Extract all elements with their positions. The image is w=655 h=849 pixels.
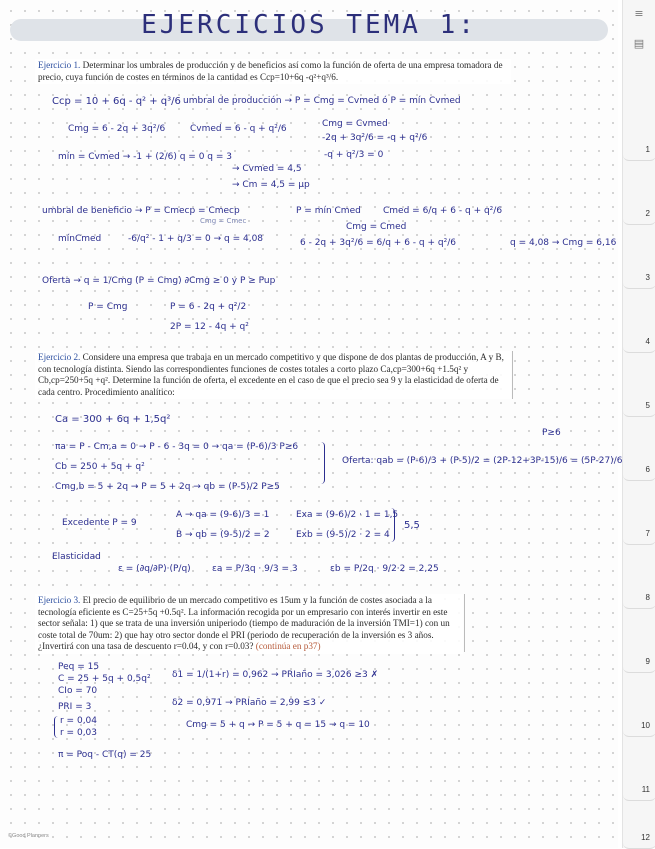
section-tabs [622, 0, 655, 848]
tab-10[interactable]: 10 [623, 672, 655, 737]
exercise-2-text: Considere una empresa que trabaja en un mercado competitivo y que dispone de dos plantas de producción, A y B, con tecnología distinta. Siendo las correspondientes funciones de costes totales a corto plazo Ca,cp=300+6q +1.5q² y Cb,cp=250+5q +q². Determine la función de oferta, el excedente en el caso de que el precio sea 9 y la elasticidad de oferta de cada centro. Procedimiento analítico: [38, 352, 504, 397]
hw-cost-3: C = 25 + 5q + 0,5q² [58, 674, 151, 684]
hw-profit: π = Poq - CT(q) = 25 [58, 750, 152, 760]
hw-elasticity-a: εa = P/3q · 9/3 = 3 [212, 564, 298, 574]
hw-delta-1: δ1 = 1/(1+r) = 0,962 → PRIaño = 3,026 ≥3 ✗ [172, 670, 379, 680]
tab-4[interactable]: 4 [623, 288, 655, 353]
tab-1[interactable]: 1 [623, 96, 655, 161]
hw-production-threshold: umbral de producción → P = Cmg = Cvmed ó P = mín Cvmed [183, 96, 461, 106]
hw-result-q: q = 4,08 → Cmg = 6,16 [510, 238, 617, 248]
hw-brace-rates [54, 716, 59, 738]
hw-p-ge-6: P≥6 [542, 428, 561, 438]
hw-cmg-3: Cmg = 5 + q → P = 5 + q = 15 → q = 10 [186, 720, 370, 730]
exercise-2-rule [512, 351, 513, 399]
exercise-3-note: (continúa en p37) [253, 641, 321, 651]
hw-qb: B → qb = (9-5)/2 = 2 [176, 530, 270, 540]
hw-qa: A → qa = (9-6)/3 = 1 [176, 510, 270, 520]
hw-p-eq-cmg: P = Cmg [88, 302, 128, 312]
hw-ca: Ca = 300 + 6q + 1,5q² [55, 414, 171, 425]
hw-elasticity-formula: ε = (∂q/∂P)·(P/q) [118, 564, 191, 574]
exercise-1-label: Ejercicio 1. [38, 60, 81, 70]
hw-pi-a: πa = P - Cm,a = 0 → P - 6 - 3q = 0 → qa = (P-6)/3 P≥6 [55, 442, 299, 452]
tab-6[interactable]: 6 [623, 416, 655, 481]
hw-p-function: P = 6 - 2q + q²/2 [170, 302, 247, 312]
hw-cmg-eq-cmed: Cmg = Cmed [346, 222, 407, 232]
hw-peq: Peq = 15 [58, 662, 100, 672]
hw-brace-surplus [388, 508, 395, 542]
menu-icon[interactable]: ≡ [634, 7, 644, 20]
hw-elasticity: Elasticidad [52, 552, 101, 562]
notes-icon[interactable]: ▤ [633, 37, 645, 50]
hw-total-surplus: 5,5 [404, 520, 420, 531]
exercise-3-rule [464, 594, 465, 652]
tab-7[interactable]: 7 [623, 480, 655, 545]
hw-surplus: Excedente P = 9 [62, 518, 137, 528]
exercise-3-statement [35, 594, 463, 654]
hw-exa: Exa = (9-6)/2 · 1 = 1,5 [296, 510, 399, 520]
tab-3[interactable]: 3 [623, 224, 655, 289]
hw-cmg-b: Cmg,b = 5 + 2q → P = 5 + 2q → qb = (P-5)/2 P≥5 [55, 482, 280, 492]
hw-brace-supply [318, 442, 325, 484]
hw-cvmed: Cvmed = 6 - q + q²/6 [190, 124, 287, 134]
exercise-1-statement [35, 59, 511, 84]
hw-equation-2: -q + q²/3 = 0 [324, 150, 384, 160]
hw-rate-1: r = 0,04 [60, 716, 98, 726]
hw-cmg-eq-cmec-note: Cmg = Cmec [200, 217, 247, 225]
tab-2[interactable]: 2 [623, 160, 655, 225]
hw-pri: PRI = 3 [58, 702, 92, 712]
hw-elasticity-b: εb = P/2q · 9/2·2 = 2,25 [330, 564, 439, 574]
hw-p-min-cmed: P = mín Cmed [296, 206, 361, 216]
hw-cmg: Cmg = 6 - 2q + 3q²/6 [68, 124, 166, 134]
hw-supply: Oferta → q = 1/Cmg (P = Cmg) ∂Cmg ≥ 0 y P ≥ Pup [42, 276, 276, 286]
exercise-2-label: Ejercicio 2. [38, 352, 81, 362]
hw-cvmed-value: → Cvmed = 4,5 [232, 164, 302, 174]
exercise-3-label: Ejercicio 3. [38, 595, 81, 605]
hw-exb: Exb = (9-5)/2 · 2 = 4 [296, 530, 390, 540]
footer-credit: ©Good Planners [8, 833, 49, 839]
hw-cm-value: → Cm = 4,5 = µp [232, 180, 310, 190]
hw-cb: Cb = 250 + 5q + q² [55, 462, 145, 472]
tab-9[interactable]: 9 [623, 608, 655, 673]
tab-8[interactable]: 8 [623, 544, 655, 609]
tab-11[interactable]: 11 [623, 736, 655, 801]
hw-cmg-eq-cvmed: Cmg = Cvmed [322, 119, 388, 129]
tab-12[interactable]: 12 [623, 800, 655, 849]
hw-cmed: Cmed = 6/q + 6 - q + q²/6 [383, 206, 503, 216]
exercise-3-text: El precio de equilibrio de un mercado competitivo es 15um y la función de costes asociada a la tecnología eficiente es C=25+5q +0.5q². La información recogida por un empresario con interés invertir en este sector señala: 1) que se trata de una inversión uniperiodo (tiempo de maduración de la inversión TMI=1) con un coste total de 70um: 2) que hay otro sector donde el PRI (periodo de recuperación de la inversión es 3 años. ¿Invertirá con una tasa de descuento r=0.04, y con r=0.03? [38, 595, 450, 651]
hw-equation-1: -2q + 3q²/6 = -q + q²/6 [322, 133, 428, 143]
hw-delta-2: δ2 = 0,971 → PRIaño = 2,99 ≤3 ✓ [172, 698, 327, 708]
hw-2p-function: 2P = 12 - 4q + q² [170, 322, 249, 332]
page-title: EJERCICIOS TEMA 1: [141, 10, 477, 40]
hw-profit-threshold: umbral de beneficio → P = Cmecp = Cmecp [42, 206, 240, 216]
tab-5[interactable]: 5 [623, 352, 655, 417]
hw-supply-ab: Oferta: qab = (P-6)/3 + (P-5)/2 = (2P-12+3P-15)/6 = (5P-27)/6 [342, 456, 623, 466]
hw-derivative: -6/q² - 1 + q/3 = 0 → q = 4,08 [128, 234, 264, 244]
hw-min-cvmed: mín = Cvmed → -1 + (2/6) q = 0 q = 3 [58, 152, 232, 162]
exercise-2-statement [35, 351, 511, 399]
exercise-1-text: Determinar los umbrales de producción y de beneficios así como la función de oferta de una empresa tomadora de precio, cuya función de costes en términos de la cantidad es Ccp=10+6q -q²+q³/6. [38, 60, 503, 82]
hw-rate-2: r = 0,03 [60, 728, 98, 738]
hw-cio: CIo = 70 [58, 686, 98, 696]
hw-mincmed: mínCmed [58, 234, 102, 244]
hw-equation-3: 6 - 2q + 3q²/6 = 6/q + 6 - q + q²/6 [300, 238, 456, 248]
hw-cost-function: Ccp = 10 + 6q - q² + q³/6 [52, 96, 181, 107]
